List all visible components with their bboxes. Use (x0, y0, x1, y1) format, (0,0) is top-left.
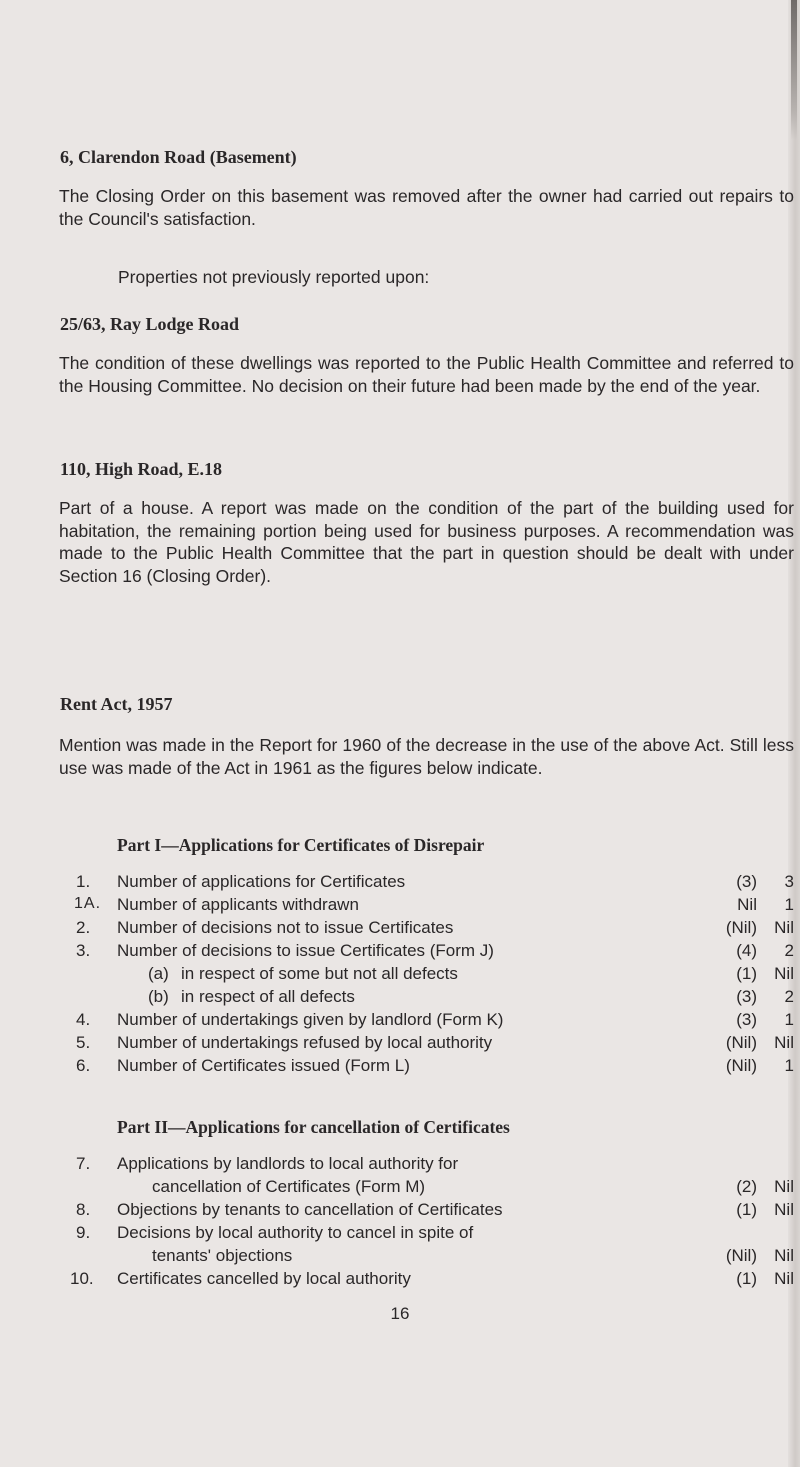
row-previous-value: (1) (736, 1269, 757, 1288)
row-label: Number of decisions not to issue Certificates (117, 918, 454, 937)
row-current-value: Nil (774, 1033, 794, 1052)
row-previous-value: (1) (736, 964, 757, 983)
table-row (0, 964, 800, 986)
row-label: Number of undertakings refused by local authority (117, 1033, 493, 1052)
table-row (0, 872, 800, 894)
table-row (0, 1033, 800, 1055)
row-number: 6. (76, 1056, 91, 1075)
row-current-value: 2 (784, 941, 794, 960)
row-current-value: Nil (774, 1246, 794, 1265)
row-current-value: 1 (784, 1010, 794, 1029)
row-current-value: 1 (784, 895, 794, 914)
row-current-value: Nil (774, 1269, 794, 1288)
table-row (0, 941, 800, 963)
row-label: Decisions by local authority to cancel in spite of (117, 1223, 474, 1242)
table-row (0, 1200, 800, 1222)
row-previous-value: (Nil) (725, 1056, 757, 1075)
heading-high-road: 110, High Road, E.18 (60, 459, 223, 479)
row-label: Number of applications for Certificates (117, 872, 406, 891)
heading-rent-act: Rent Act, 1957 (60, 694, 173, 714)
row-current-value: Nil (774, 918, 794, 937)
row-number: 3. (76, 941, 91, 960)
table-row (0, 1056, 800, 1078)
row-label: Number of Certificates issued (Form L) (117, 1056, 410, 1075)
row-number: 1A. (74, 895, 102, 912)
intro-not-previously-reported: Properties not previously reported upon: (118, 267, 430, 287)
part1-title: Part I—Applications for Certificates of Disrepair (117, 835, 485, 855)
row-label: Certificates cancelled by local authority (117, 1269, 411, 1288)
table-row (0, 918, 800, 940)
row-previous-value: (Nil) (725, 1246, 757, 1265)
row-number: (a) (148, 964, 169, 983)
table-row (0, 1154, 800, 1198)
row-number: 9. (76, 1223, 91, 1242)
table-row (0, 1269, 800, 1291)
table-row (0, 1223, 800, 1267)
row-label: Number of applicants withdrawn (117, 895, 359, 914)
heading-clarendon-road: 6, Clarendon Road (Basement) (60, 147, 297, 167)
row-previous-value: (3) (736, 1010, 757, 1029)
page-number: 16 (390, 1304, 410, 1323)
row-label: Number of undertakings given by landlord (Form K) (117, 1010, 504, 1029)
row-number: (b) (148, 987, 169, 1006)
row-current-value: Nil (774, 964, 794, 983)
row-previous-value: Nil (737, 895, 757, 914)
row-label: in respect of some but not all defects (181, 964, 458, 983)
row-number: 8. (76, 1200, 91, 1219)
row-previous-value: (Nil) (725, 1033, 757, 1052)
row-number: 2. (76, 918, 91, 937)
heading-ray-lodge-road: 25/63, Ray Lodge Road (60, 314, 240, 334)
row-current-value: 2 (784, 987, 794, 1006)
part2-title: Part II—Applications for cancellation of Certificates (117, 1117, 510, 1137)
row-current-value: Nil (774, 1200, 794, 1219)
row-number: 1. (76, 872, 91, 891)
row-previous-value: (2) (736, 1177, 757, 1196)
row-previous-value: (3) (736, 872, 757, 891)
table-row (0, 987, 800, 1009)
row-current-value: 3 (784, 872, 794, 891)
row-label: Objections by tenants to cancellation of Certificates (117, 1200, 503, 1219)
row-label: Number of decisions to issue Certificates (Form J) (117, 941, 494, 960)
paragraph-rent-act: Mention was made in the Report for 1960 of the decrease in the use of the above Act. Still less use was made of the Act in 1961 as the figures below indicate. (59, 735, 794, 778)
row-label: in respect of all defects (181, 987, 355, 1006)
row-label: Applications by landlords to local authority for (117, 1154, 459, 1173)
row-label-continued: cancellation of Certificates (Form M) (152, 1177, 426, 1196)
row-current-value: 1 (784, 1056, 794, 1075)
table-row (0, 1010, 800, 1032)
paragraph-high-road: Part of a house. A report was made on the condition of the part of the building used for habitation, the remaining portion being used for business purposes. A recommendation was made to the Public Health Committee that the part in question should be dealt with under Section 16 (Closing Order). (59, 498, 794, 586)
page-edge-binding (791, 0, 797, 140)
paragraph-clarendon-road: The Closing Order on this basement was removed after the owner had carried out repairs to the Council's satisfaction. (59, 186, 794, 229)
row-label-continued: tenants' objections (152, 1246, 293, 1265)
row-number: 5. (76, 1033, 91, 1052)
table-row (0, 895, 800, 917)
row-number: 7. (76, 1154, 91, 1173)
row-number: 4. (76, 1010, 91, 1029)
row-previous-value: (Nil) (725, 918, 757, 937)
row-previous-value: (1) (736, 1200, 757, 1219)
row-number: 10. (70, 1269, 94, 1288)
row-previous-value: (3) (736, 987, 757, 1006)
paragraph-ray-lodge-road: The condition of these dwellings was reported to the Public Health Committee and referred to the Housing Committee. No decision on their future had been made by the end of the year. (59, 353, 794, 396)
row-current-value: Nil (774, 1177, 794, 1196)
row-previous-value: (4) (736, 941, 757, 960)
